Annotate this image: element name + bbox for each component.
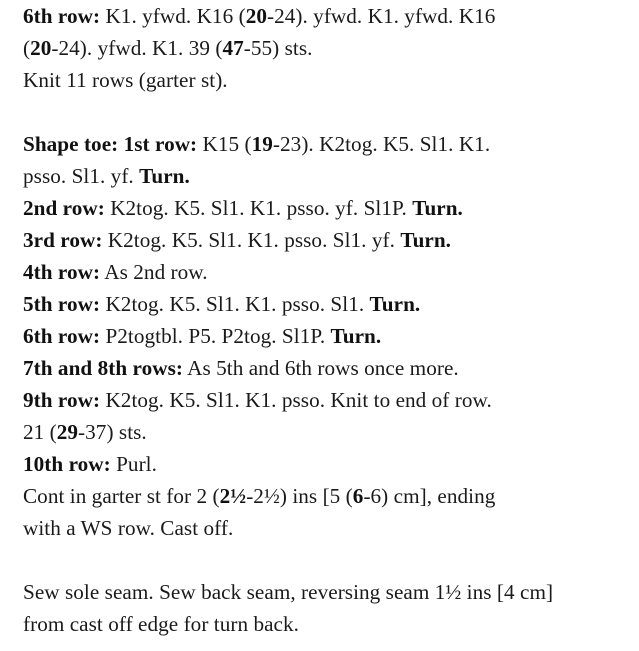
text-run: -37) sts. (78, 420, 147, 444)
pattern-text (23, 0, 623, 640)
text-line (23, 608, 623, 640)
text-run: K2tog. K5. Sl1. K1. psso. Sl1. (100, 292, 370, 316)
bold-text: 2½ (219, 484, 247, 508)
text-run: Knit 11 rows (garter st). (23, 68, 228, 92)
text-line (23, 192, 623, 224)
text-line (23, 64, 623, 96)
text-run: K2tog. K5. Sl1. K1. psso. Sl1. yf. (102, 228, 401, 252)
bold-text: Shape toe: 1st row: (23, 132, 198, 156)
bold-text: 6 (352, 484, 364, 508)
bold-text: 7th and 8th rows: (23, 356, 183, 380)
text-run: P2togtbl. P5. P2tog. Sl1P. (100, 324, 331, 348)
text-run: -55) sts. (243, 36, 313, 60)
bold-text: Turn. (139, 164, 190, 188)
text-run: -6) cm], ending (363, 484, 496, 508)
text-line (23, 480, 623, 512)
text-run: K2tog. K5. Sl1. K1. psso. yf. Sl1P. (104, 196, 413, 220)
text-run: -2½) ins [5 ( (246, 484, 353, 508)
text-run: ( (23, 36, 31, 60)
text-run: 21 ( (23, 420, 57, 444)
text-run: K15 ( (197, 132, 252, 156)
text-line (23, 352, 623, 384)
text-run: -23). K2tog. K5. Sl1. K1. (272, 132, 491, 156)
text-run: with a WS row. Cast off. (23, 516, 234, 540)
bold-text: 19 (251, 132, 273, 156)
text-line (23, 224, 623, 256)
text-line (23, 160, 623, 192)
text-run: Purl. (110, 452, 157, 476)
paragraph-gap (23, 544, 623, 576)
text-run: K1. yfwd. K16 ( (100, 4, 246, 28)
text-run: -24). yfwd. K1. 39 ( (51, 36, 223, 60)
bold-text: 6th row: (23, 324, 101, 348)
bold-text: 47 (222, 36, 244, 60)
bold-text: 3rd row: (23, 228, 103, 252)
bold-text: 6th row: (23, 4, 101, 28)
text-line (23, 256, 623, 288)
text-line (23, 288, 623, 320)
bold-text: 20 (30, 36, 52, 60)
bold-text: 2nd row: (23, 196, 105, 220)
bold-text: 10th row: (23, 452, 111, 476)
bold-text: Turn. (400, 228, 452, 252)
bold-text: 29 (56, 420, 79, 444)
text-run: psso. Sl1. yf. (23, 164, 140, 188)
bold-text: Turn. (412, 196, 463, 220)
text-line (23, 384, 623, 416)
text-line (23, 128, 623, 160)
bold-text: Turn. (369, 292, 421, 316)
text-line (23, 448, 623, 480)
text-run: -24). yfwd. K1. yfwd. K16 (266, 4, 496, 28)
text-run: Sew sole seam. Sew back seam, reversing seam 1½ ins [4 cm] (23, 580, 554, 604)
bold-text: Turn. (330, 324, 382, 348)
text-run: As 5th and 6th rows once more. (182, 356, 459, 380)
text-line (23, 0, 623, 32)
text-run: from cast off edge for turn back. (23, 612, 300, 636)
text-line (23, 32, 623, 64)
text-line (23, 576, 623, 608)
text-run: Cont in garter st for 2 ( (23, 484, 220, 508)
text-run: K2tog. K5. Sl1. K1. psso. Knit to end of row. (100, 388, 492, 412)
bold-text: 20 (245, 4, 267, 28)
bold-text: 4th row: (23, 260, 101, 284)
bold-text: 9th row: (23, 388, 101, 412)
text-line (23, 512, 623, 544)
bold-text: 5th row: (23, 292, 101, 316)
text-line (23, 320, 623, 352)
text-run: As 2nd row. (100, 260, 208, 284)
text-line (23, 416, 623, 448)
paragraph-gap (23, 96, 623, 128)
